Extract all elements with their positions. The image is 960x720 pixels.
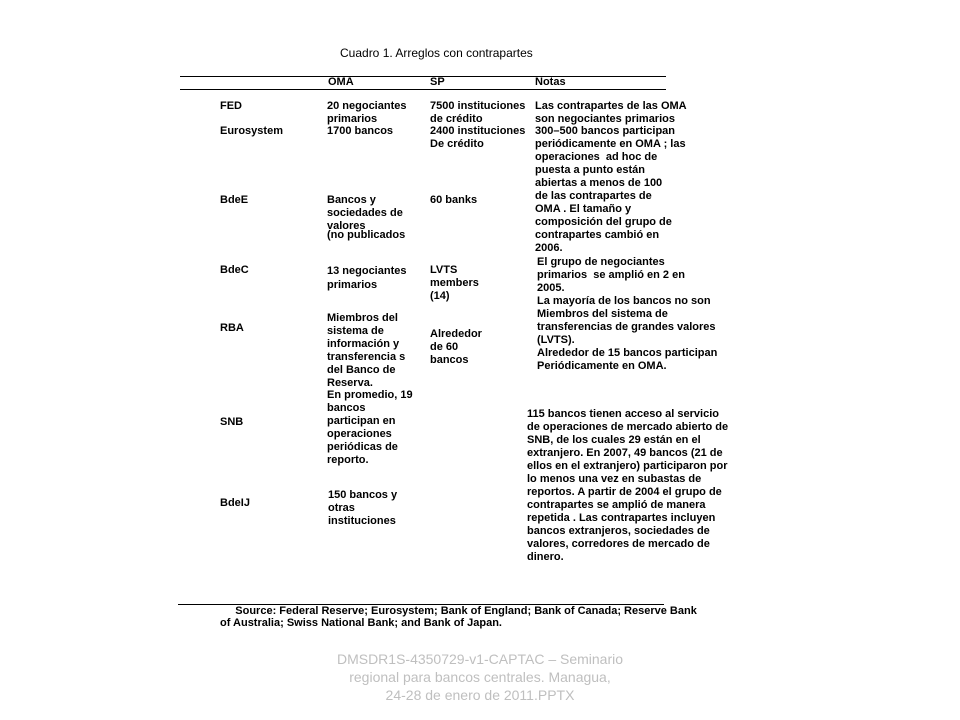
bdec-oma: 13 negociantes primarios (327, 265, 407, 291)
row-label-rba: RBA (220, 322, 244, 334)
row-label-bdeij: BdeIJ (220, 497, 250, 509)
fed-oma: 20 negociantes primarios (327, 100, 407, 125)
fed-sp: 7500 instituciones de crédito (430, 100, 526, 125)
slide-footer: DMSDR1S-4350729-v1-CAPTAC – Seminario regional para bancos centrales. Managua, 24-28 de enero de 2011.PPTX (336, 651, 624, 703)
eurosystem-oma: 1700 bancos (327, 125, 394, 137)
row-label-eurosystem: Eurosystem (220, 125, 283, 137)
bdec-sp: LVTS members (14) (430, 264, 479, 302)
row-label-fed: FED (220, 100, 242, 112)
rba-oma: Miembros del sistema de información y transferencia s del Banco de Reserva. (327, 312, 406, 389)
eurosystem-bde-notas: 300–500 bancos participan periódicamente en OMA ; las operaciones ad hoc de puesta a punto están abiertas a menos de 100 de las contrapartes de OMA . El tamaño y composición del grupo de contrapartes cambió en 2006. (535, 125, 686, 254)
header-top-rule (180, 76, 666, 77)
table-title: Cuadro 1. Arreglos con contrapartes (340, 46, 533, 60)
col-header-notas: Notas (535, 76, 566, 88)
snb-oma: En promedio, 19 bancos participan en operaciones periódicas de reporto. (327, 389, 413, 466)
col-header-oma: OMA (328, 76, 354, 88)
eurosystem-sp: 2400 instituciones De crédito (430, 125, 526, 150)
col-header-sp: SP (430, 76, 445, 88)
bdee-oma-note: (no publicados (327, 229, 406, 241)
row-label-bdee: BdeE (220, 194, 249, 206)
fed-notas: Las contrapartes de las OMA son negociantes primarios (535, 100, 687, 125)
bdee-sp: 60 banks (430, 194, 478, 206)
snb-bdej-notas: 115 bancos tienen acceso al servicio de operaciones de mercado abierto de SNB, de los cuales 29 están en el extranjero. En 2007, 49 bancos (21 de ellos en el extranjero) participaron por lo menos una vez en subastas de reportos. A partir de 2004 el grupo de contrapartes se amplió de manera repetida . Las contrapartes incluyen bancos extranjeros, sociedades de valores, corredores de mercado de dinero. (527, 408, 729, 563)
row-label-bdec: BdeC (220, 264, 249, 276)
bdeij-oma: 150 bancos y otras instituciones (328, 489, 398, 527)
bdec-rba-notas: El grupo de negociantes primarios se amplió en 2 en 2005. La mayoría de los bancos no son Miembros del sistema de transferencias de grandes valores (LVTS). Alrededor de 15 bancos participan Periódicamente en OMA. (537, 256, 718, 372)
source-note: Source: Federal Reserve; Eurosystem; Bank of England; Bank of Canada; Reserve Bank of Australia; Swiss National Bank; and Bank of Japan. (220, 605, 697, 629)
header-bottom-rule (180, 89, 666, 90)
bdee-oma: Bancos y sociedades de valores (327, 194, 403, 232)
rba-sp: Alrededor de 60 bancos (430, 328, 482, 366)
row-label-snb: SNB (220, 416, 244, 428)
